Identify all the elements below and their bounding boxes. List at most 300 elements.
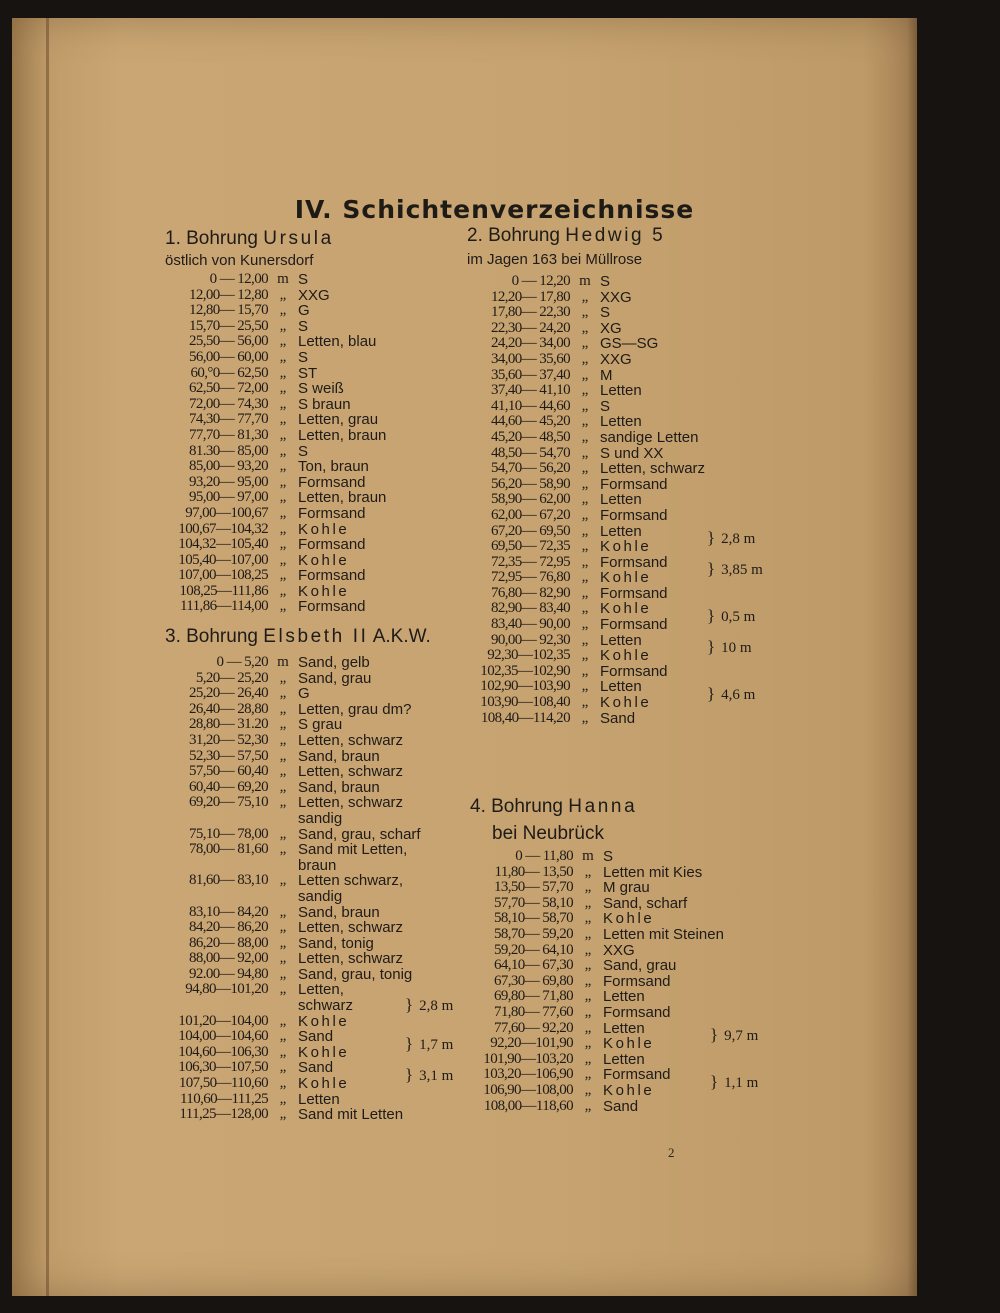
layer-row [470,1005,724,1021]
layer-description: S braun [298,395,351,413]
depth-range: 59,20— 64,10 [493,941,573,958]
depth-range: 72,35— 72,95 [490,553,570,570]
layer-row [470,880,724,896]
layer-description: Sand [603,1097,639,1115]
layer-row [470,1052,724,1068]
unit-mark: „ [279,442,287,459]
layer-row [165,319,386,335]
layer-description: Sand [298,1028,334,1046]
unit-mark: „ [581,709,589,726]
depth-range: 60,°0— 62,50 [190,364,268,381]
unit-mark: „ [584,1035,592,1052]
layer-description: Sand mit Letten [298,1106,404,1124]
layer-row [467,414,705,430]
layer-row [165,288,386,304]
layer-description: sandig [298,809,343,827]
layer-description: G [298,302,310,320]
layer-description: Formsand [603,1003,671,1021]
layer-row [165,827,431,843]
depth-range: 88,00— 92,00 [188,950,268,967]
layer-row [165,350,386,366]
layer-description: Letten [600,678,642,696]
layer-description: Letten, grau dm? [298,700,412,718]
depth-range: 72,95— 76,80 [490,569,570,586]
unit-mark: „ [584,1050,592,1067]
depth-range: 0 — 11,80 [515,848,573,864]
layer-description: M grau [603,879,650,897]
depth-range: 97,00—100,67 [185,504,268,521]
unit-mark: „ [581,335,589,352]
depth-range: 86,20— 88,00 [188,934,268,951]
layer-description: Letten, braun [298,426,387,444]
unit-mark: „ [581,366,589,383]
unit-mark: „ [279,395,287,412]
depth-range: 92,30—102,35 [487,647,570,664]
section-ursula [165,228,386,615]
layer-description: Kohle [600,600,652,618]
layer-row [470,989,724,1005]
layer-row [467,601,705,617]
thickness-bracket [707,561,763,578]
unit-mark: „ [279,700,287,717]
depth-range: 102,90—103,90 [480,678,570,695]
layer-description: XG [600,319,622,337]
thickness-label: 2,8 m [721,531,756,548]
thickness-label: 1,1 m [724,1075,759,1091]
layer-row [467,633,705,649]
unit-mark: „ [581,553,589,570]
section-title-prefix: 1. Bohrung [165,228,258,249]
layer-row [165,522,386,538]
depth-range: 67,30— 69,80 [493,972,573,989]
layer-row [467,664,705,680]
depth-range: 57,50— 60,40 [188,763,268,780]
depth-range: 31,20— 52,30 [188,731,268,748]
layer-row [165,599,386,615]
layer-row [467,586,705,602]
unit-mark: „ [581,506,589,523]
unit-mark: „ [584,988,592,1005]
layer-row [467,321,705,337]
layer-description: Kohle [603,910,655,928]
layer-list [467,273,763,727]
layer-description: Letten schwarz, [298,872,404,890]
layer-description: Formsand [600,616,668,634]
unit-mark: „ [279,934,287,951]
unit-mark: „ [279,1012,287,1029]
unit-mark: „ [279,364,287,381]
depth-range: 60,40— 69,20 [188,778,268,795]
layer-description: Letten mit Kies [603,863,703,881]
layer-row [165,811,431,827]
layer-row [165,1045,431,1061]
depth-range: 0 — 12,00 [209,271,268,287]
unit-mark: „ [279,380,287,397]
layer-row [467,524,705,540]
depth-range: 94,80—101,20 [185,981,268,998]
layer-row [467,695,705,711]
layer-description: S [600,273,611,290]
depth-range: 25,50— 56,00 [188,333,268,350]
layer-row [467,477,705,493]
depth-range: 52,30— 57,50 [188,747,268,764]
unit-mark: „ [584,863,592,880]
layer-description: Kohle [600,569,652,587]
layer-description: Formsand [600,475,668,493]
layer-row [165,568,386,584]
layer-row [467,399,705,415]
thickness-bracket [405,997,453,1014]
layer-row [467,305,705,321]
layer-description: S [298,317,309,335]
unit-mark: „ [581,631,589,648]
section-title-suffix: A.K.W. [372,626,431,647]
layer-row [165,671,431,687]
unit-mark: „ [279,669,287,686]
unit-mark: „ [279,841,287,858]
layer-list [165,654,454,1124]
depth-range: 92,20—101,90 [490,1035,573,1052]
thickness-label: 3,1 m [419,1068,454,1085]
depth-range: 13,50— 57,70 [493,879,573,896]
unit-mark: „ [584,894,592,911]
thickness-bracket [707,686,755,703]
unit-mark: m [277,654,289,670]
layer-row [165,366,386,382]
thickness-bracket [405,1067,453,1084]
section-title-name: Hedwig 5 [565,225,666,246]
unit-mark: „ [279,551,287,568]
layer-description: Formsand [298,567,366,585]
layer-row [467,368,705,384]
depth-range: 103,90—108,40 [480,694,570,711]
brace-glyph: } [710,1072,719,1091]
depth-range: 107,00—108,25 [178,567,268,584]
unit-mark: „ [279,473,287,490]
thickness-label: 2,8 m [419,998,454,1014]
layer-row [467,290,705,306]
layer-description: G [298,685,310,703]
layer-row [165,686,431,702]
depth-range: 12,00— 12,80 [188,286,268,303]
layer-description: Ton, braun [298,458,369,476]
layer-description: Sand, gelb [298,654,370,671]
layer-row [467,430,705,446]
unit-mark: „ [581,350,589,367]
layer-row [165,873,431,889]
depth-range: 90,00— 92,30 [490,631,570,648]
layer-description: S [600,304,611,322]
depth-range: 81,60— 83,10 [188,872,268,889]
unit-mark: „ [584,972,592,989]
layer-row [165,1092,431,1108]
layer-row [165,1060,431,1076]
thickness-bracket [707,608,755,625]
unit-mark: „ [279,582,287,599]
depth-range: 81.30— 85,00 [188,442,268,459]
unit-mark: „ [584,1066,592,1083]
depth-range: 26,40— 28,80 [188,700,268,717]
depth-range: 24,20— 34,00 [490,335,570,352]
unit-mark: „ [279,567,287,584]
unit-mark: „ [581,444,589,461]
depth-range: 57,70— 58,10 [493,894,573,911]
section-title-name: Elsbeth II [263,626,369,647]
layer-row [165,951,431,967]
thickness-bracket [710,1074,758,1091]
thickness-bracket [707,639,752,656]
depth-range: 17,80— 22,30 [490,304,570,321]
layer-row [467,336,705,352]
unit-mark: „ [279,950,287,967]
layer-description: Formsand [600,584,668,602]
section-title [165,228,386,250]
layer-row [165,702,431,718]
layer-description: Letten [603,1019,645,1037]
unit-mark: „ [581,304,589,321]
layer-description: S [298,442,309,460]
depth-range: 111,25—128,00 [179,1106,268,1123]
depth-range: 69,50— 72,35 [490,538,570,555]
layer-description: Sand, grau [603,957,677,975]
unit-mark: „ [279,426,287,443]
layer-description: Formsand [603,972,671,990]
layer-description: XXG [298,286,330,304]
unit-mark: „ [279,919,287,936]
unit-mark: „ [279,504,287,521]
section-title-prefix: 2. Bohrung [467,225,560,246]
layer-row [467,461,705,477]
layer-row [165,334,386,350]
layer-description: Formsand [298,473,366,491]
layer-row [467,508,705,524]
unit-mark: „ [581,678,589,695]
layer-row [467,446,705,462]
depth-range: 69,80— 71,80 [493,988,573,1005]
layer-row [165,858,431,874]
layer-row [165,490,386,506]
unit-mark: „ [581,475,589,492]
unit-mark: „ [279,1075,287,1092]
thickness-label: 3,85 m [721,562,763,579]
unit-mark: „ [279,778,287,795]
layer-row [467,492,705,508]
unit-mark: „ [279,685,287,702]
layer-row [165,780,431,796]
layer-description: ST [298,364,318,382]
layer-description: Kohle [298,551,350,569]
unit-mark: „ [279,348,287,365]
depth-range: 62,50— 72,00 [188,380,268,397]
section-elsbeth [165,626,454,1124]
unit-mark: „ [581,460,589,477]
depth-range: 77,70— 81,30 [188,426,268,443]
depth-range: 95,00— 97,00 [188,489,268,506]
layer-description: sandige Letten [600,428,699,446]
unit-mark: „ [584,879,592,896]
unit-mark: „ [279,763,287,780]
unit-mark: „ [584,925,592,942]
unit-mark: „ [279,825,287,842]
layer-description: Letten [603,988,645,1006]
depth-range: 12,80— 15,70 [188,302,268,319]
layer-row [165,428,386,444]
thickness-label: 9,7 m [724,1028,759,1045]
layer-row [467,555,705,571]
unit-mark: „ [581,662,589,679]
unit-mark: „ [279,411,287,428]
layer-row [165,889,431,905]
section-subtitle: östlich von Kunersdorf [165,252,314,269]
depth-range: 75,10— 78,00 [188,825,268,842]
section-title [467,225,705,247]
unit-mark: „ [581,616,589,633]
unit-mark: „ [581,584,589,601]
thickness-bracket [405,1036,453,1053]
layer-row [165,905,431,921]
layer-description: Kohle [298,582,350,600]
brace-glyph: } [710,1025,719,1045]
depth-range: 76,80— 82,90 [490,584,570,601]
depth-range: 15,70— 25,50 [188,317,268,334]
section-subtitle: bei Neubrück [492,823,604,844]
layer-row [165,749,431,765]
layer-row [165,303,386,319]
depth-range: 101,20—104,00 [178,1012,268,1029]
unit-mark: „ [279,981,287,998]
layer-description: Kohle [600,647,652,665]
layer-description: schwarz [298,997,354,1015]
depth-range: 104,60—106,30 [178,1043,268,1060]
unit-mark: „ [279,1043,287,1060]
unit-mark: „ [279,458,287,475]
unit-mark: „ [279,747,287,764]
unit-mark: „ [584,910,592,927]
depth-range: 111,86—114,00 [179,598,268,615]
layer-row [470,849,724,865]
unit-mark: „ [279,536,287,553]
depth-range: 0 — 12,20 [511,273,570,289]
layer-description: Sand mit Letten, [298,841,408,859]
layer-row [467,352,705,368]
unit-mark: „ [581,538,589,555]
depth-range: 110,60—111,25 [179,1090,268,1107]
layer-description: S [603,848,614,865]
depth-range: 64,10— 67,30 [493,957,573,974]
layer-row [470,1036,724,1052]
depth-range: 11,80— 13,50 [494,863,573,880]
depth-range: 108,40—114,20 [480,709,570,726]
depth-range: 107,50—110,60 [178,1075,268,1092]
depth-range: 85,00— 93,20 [188,458,268,475]
depth-range: 108,00—118,60 [483,1097,573,1114]
layer-row [470,927,724,943]
layer-row [165,967,431,983]
unit-mark: „ [279,716,287,733]
layer-row [165,459,386,475]
layer-row [165,584,386,600]
layer-description: Letten, schwarz [298,794,404,812]
layer-description: Kohle [298,1043,350,1061]
depth-range: 101,90—103,20 [483,1050,573,1067]
layer-row [470,1067,724,1083]
layer-description: Sand, tonig [298,934,374,952]
layer-description: Letten, [298,981,344,999]
depth-range: 104,32—105,40 [178,536,268,553]
page-title: IV. Schichtenverzeichnisse [294,195,695,224]
depth-range: 105,40—107,00 [178,551,268,568]
brace-glyph: } [405,995,414,1014]
layer-description: S [298,348,309,366]
depth-range: 28,80— 31.20 [188,716,268,733]
layer-description: XXG [603,941,635,959]
depth-range: 106,30—107,50 [178,1059,268,1076]
layer-row [467,383,705,399]
layer-description: Letten [600,522,642,540]
depth-range: 34,00— 35,60 [490,350,570,367]
unit-mark: „ [279,731,287,748]
thickness-label: 10 m [721,640,752,657]
layer-description: Sand, grau [298,669,372,687]
layer-row [165,381,386,397]
layer-row [470,974,724,990]
layer-description: Formsand [603,1066,671,1084]
thickness-label: 4,6 m [721,687,756,704]
layer-description: Letten, braun [298,489,387,507]
layer-row [470,1021,724,1037]
layer-description: Letten, blau [298,333,377,351]
depth-range: 106,90—108,00 [483,1081,573,1098]
depth-range: 83,40— 90,00 [490,616,570,633]
thickness-bracket [707,530,755,547]
unit-mark: „ [581,319,589,336]
unit-mark: „ [584,1019,592,1036]
layer-row [165,397,386,413]
layer-row [470,865,724,881]
depth-range: 58,10— 58,70 [493,910,573,927]
layer-description: Letten mit Steinen [603,925,724,943]
layer-description: Kohle [298,1075,350,1093]
layer-row [165,1107,431,1123]
layer-row [467,539,705,555]
layer-row [165,717,431,733]
unit-mark: „ [581,694,589,711]
layer-row [470,911,724,927]
layer-description: Kohle [603,1081,655,1099]
unit-mark: „ [279,1028,287,1045]
layer-row [165,655,431,671]
depth-range: 58,70— 59,20 [493,925,573,942]
layer-description: Sand, grau, tonig [298,965,413,983]
brace-glyph: } [405,1065,414,1085]
depth-range: 22,30— 24,20 [490,319,570,336]
depth-range: 56,00— 60,00 [188,348,268,365]
layer-description: Kohle [600,538,652,556]
layer-description: Kohle [298,520,350,538]
layer-row [467,274,705,290]
layer-row [165,936,431,952]
unit-mark: „ [279,965,287,982]
layer-description: braun [298,856,337,874]
unit-mark: „ [279,520,287,537]
unit-mark: „ [581,397,589,414]
unit-mark: „ [279,489,287,506]
layer-description: Letten [298,1090,340,1108]
unit-mark: „ [279,286,287,303]
depth-range: 25,20— 26,40 [188,685,268,702]
depth-range: 12,20— 17,80 [490,288,570,305]
layer-description: Sand [298,1059,334,1077]
